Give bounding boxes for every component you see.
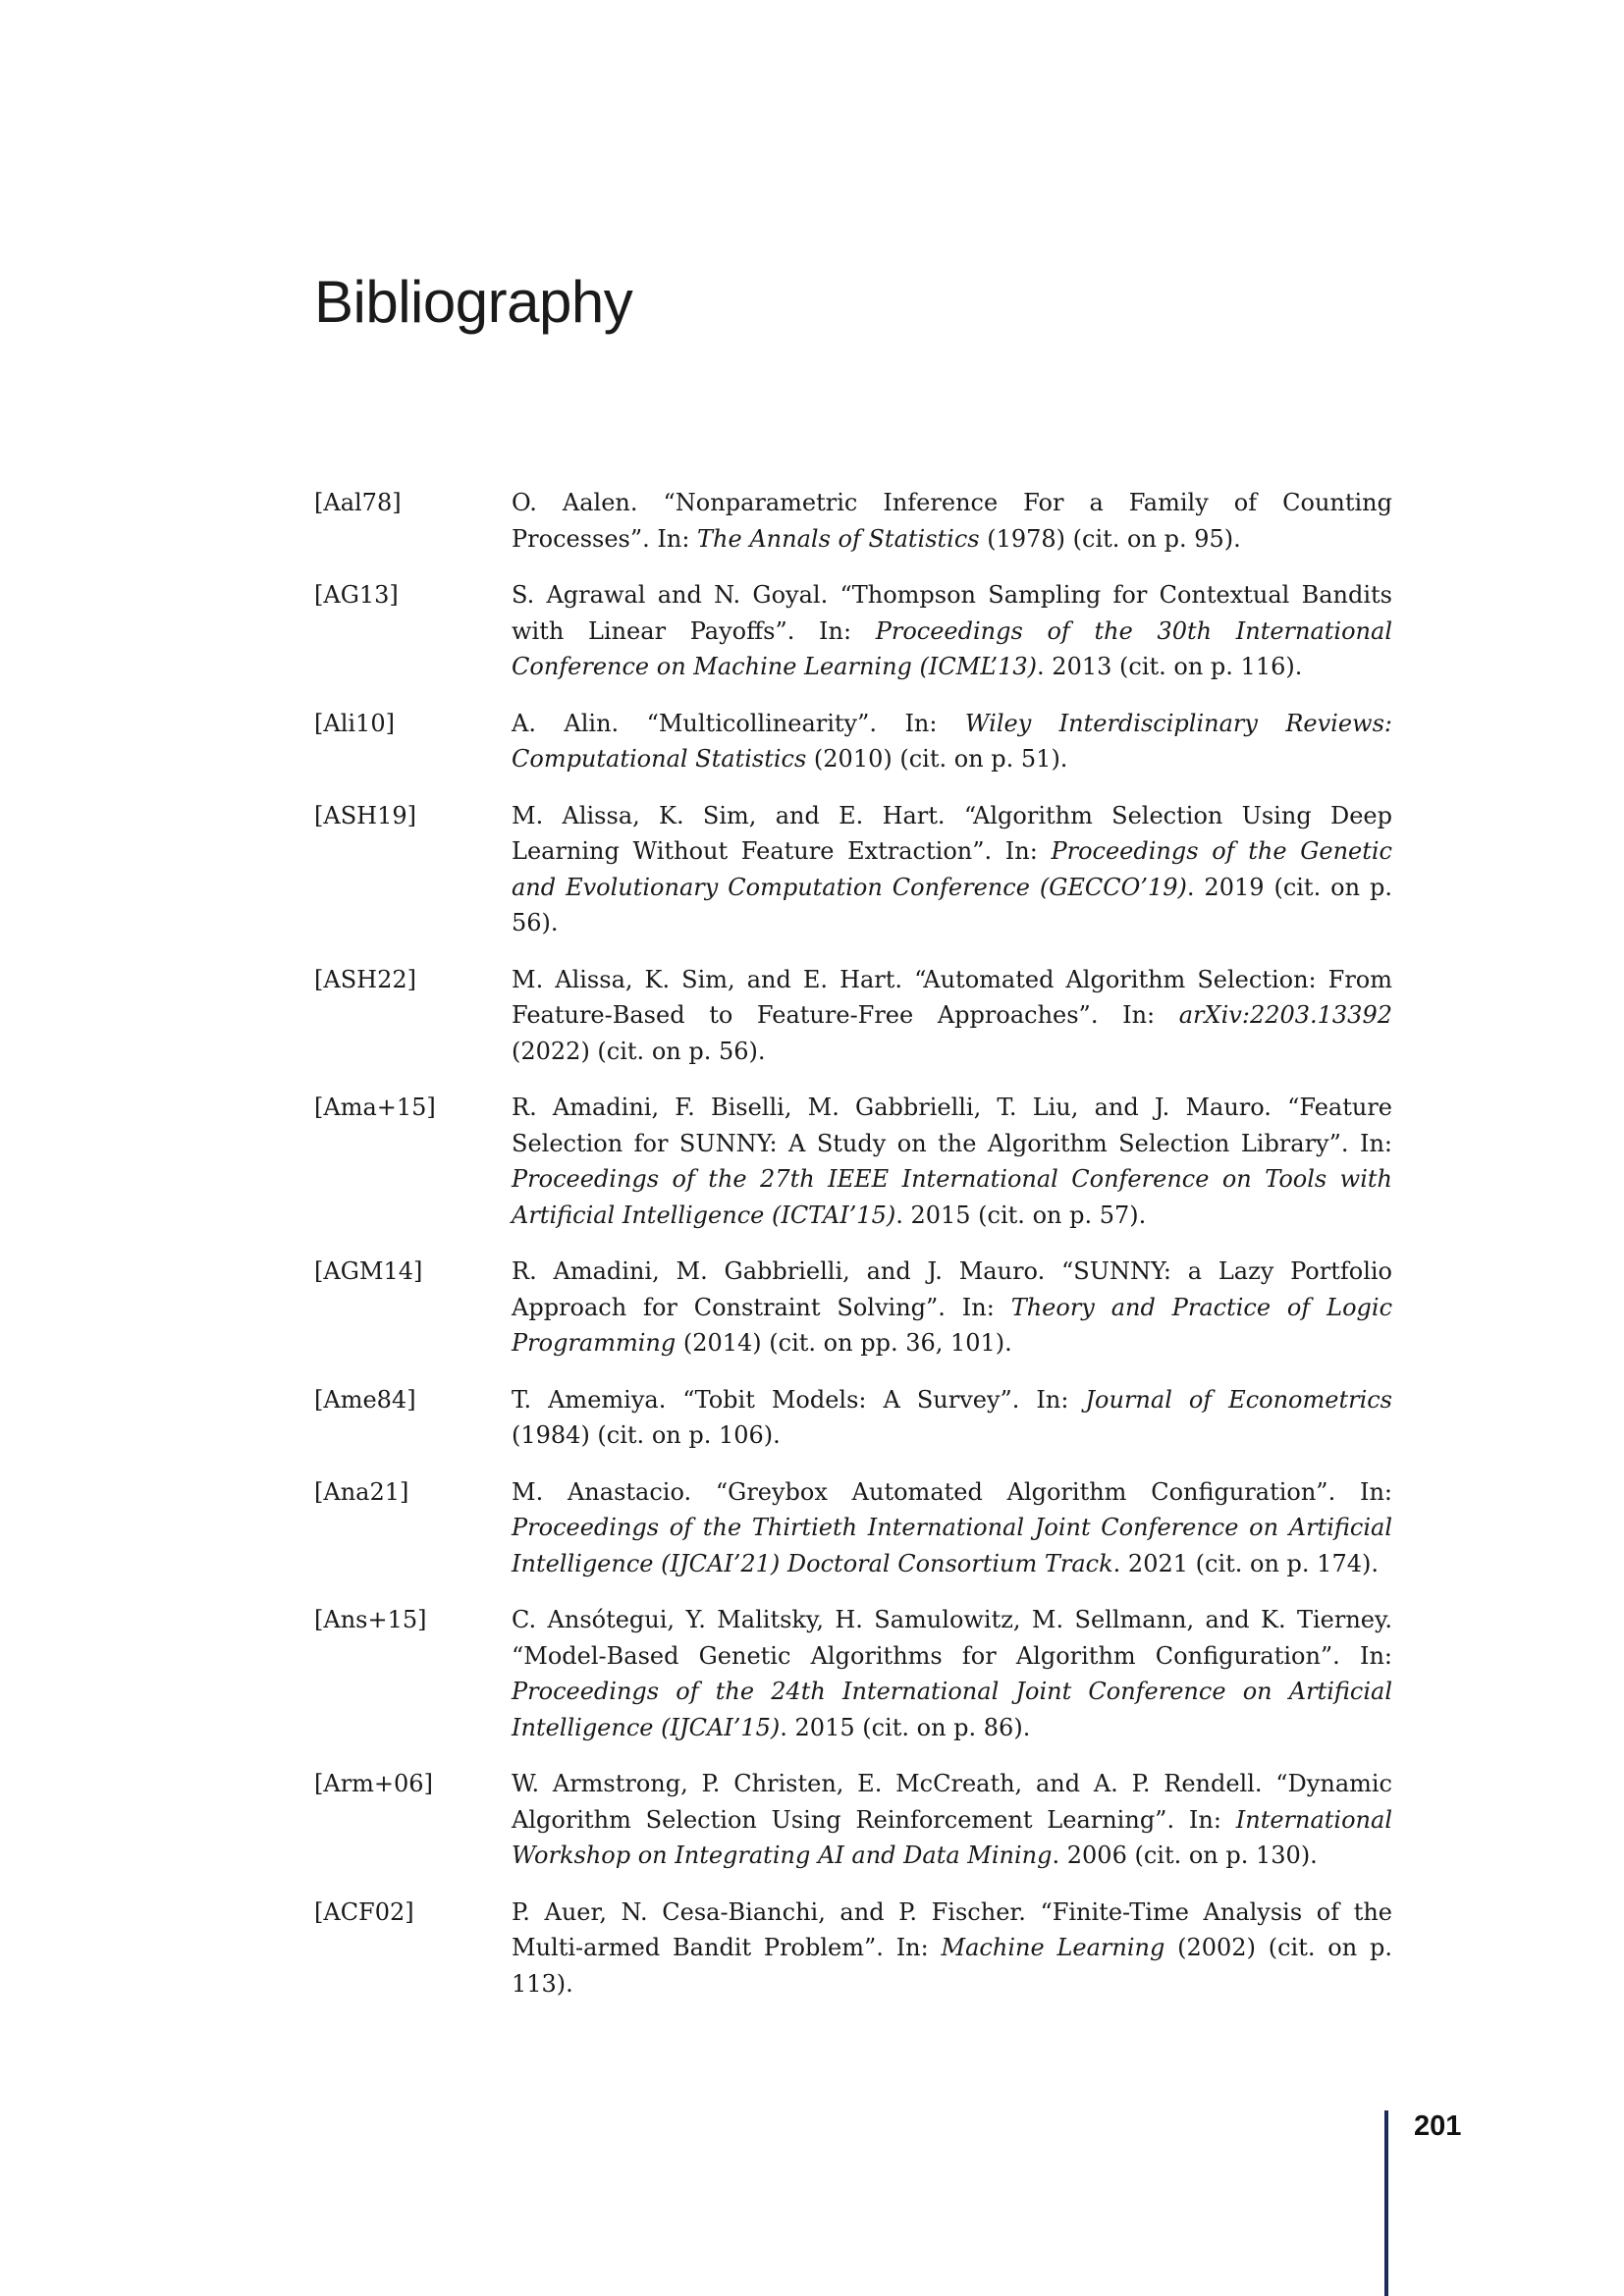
bib-authors-title: P. Auer, N. Cesa-Bianchi, and P. Fischer. “Finite-Time Analysis of the Multi-armed Bandit Problem”. In:	[512, 1897, 1392, 1961]
bib-venue: Machine Learning	[941, 1934, 1165, 1961]
bib-venue: Proceedings of the Thirtieth International Joint Conference on Artificial Intelligence (IJCAI’21) Doctoral Consortium Track	[512, 1514, 1392, 1577]
bib-venue: The Annals of Statistics	[697, 524, 980, 553]
bib-venue: Theory and Practice of Logic Programming	[512, 1293, 1393, 1357]
bib-year-citation: . 2021 (cit. on p. 174).	[1112, 1549, 1379, 1577]
bib-authors-title: M. Anastacio. “Greybox Automated Algorithm Configuration”. In:	[512, 1477, 1392, 1506]
bib-key: [Ame84]	[314, 1385, 416, 1414]
bib-key: [AGM14]	[314, 1257, 423, 1285]
bib-key: [Ama+15]	[314, 1094, 436, 1121]
bib-venue: Wiley Interdisciplinary Reviews: Computational Statistics	[512, 709, 1392, 773]
page-number: 201	[1414, 2110, 1462, 2142]
bib-key: [Ana21]	[314, 1477, 409, 1506]
bib-entry	[314, 485, 1392, 557]
bib-authors-title: M. Alissa, K. Sim, and E. Hart. “Algorithm Selection Using Deep Learning Without Feature Extraction”. In:	[512, 801, 1392, 865]
bib-text	[512, 1254, 1392, 1362]
bib-key: [ASH22]	[314, 965, 416, 993]
bib-key: [Aal78]	[314, 489, 402, 516]
bib-year-citation: . 2015 (cit. on p. 86).	[780, 1713, 1031, 1741]
page-title: Bibliography	[314, 269, 633, 335]
bib-year-citation: (2014) (cit. on pp. 36, 101).	[676, 1329, 1012, 1357]
bib-authors-title: W. Armstrong, P. Christen, E. McCreath, and A. P. Rendell. “Dynamic Algorithm Selection Using Reinforcement Learning”. In:	[512, 1770, 1392, 1834]
bib-year-citation: (1984) (cit. on p. 106).	[512, 1421, 781, 1449]
page-edge-rule	[1384, 2110, 1388, 2296]
bib-venue: arXiv:2203.13392	[1178, 1001, 1392, 1029]
bib-entry	[314, 1895, 1392, 2002]
bib-entry	[314, 962, 1392, 1070]
bib-authors-title: T. Amemiya. “Tobit Models: A Survey”. In:	[512, 1385, 1086, 1414]
bib-key: [AG13]	[314, 581, 399, 609]
bib-authors-title: R. Amadini, M. Gabbrielli, and J. Mauro. “SUNNY: a Lazy Portfolio Approach for Constraint Solving”. In:	[512, 1257, 1392, 1321]
bib-text	[512, 1474, 1392, 1582]
bib-entry	[314, 1090, 1392, 1233]
bib-text	[512, 1895, 1392, 2002]
bib-entry	[314, 1602, 1392, 1745]
bib-entry	[314, 1474, 1392, 1582]
bib-venue: International Workshop on Integrating AI and Data Mining	[512, 1805, 1392, 1869]
bib-text	[512, 1382, 1392, 1454]
bib-authors-title: M. Alissa, K. Sim, and E. Hart. “Automated Algorithm Selection: From Feature-Based to Feature-Free Approaches”. In:	[512, 965, 1392, 1029]
bib-entry	[314, 1766, 1392, 1874]
bib-key: [Ans+15]	[314, 1606, 427, 1633]
bib-text	[512, 485, 1392, 557]
bib-year-citation: . 2019 (cit. on p. 56).	[512, 873, 1392, 936]
bib-text	[512, 798, 1392, 941]
bib-text	[512, 577, 1392, 685]
bib-authors-title: R. Amadini, F. Biselli, M. Gabbrielli, T. Liu, and J. Mauro. “Feature Selection for SUNNY: A Study on the Algorithm Selection Library”. In:	[512, 1094, 1392, 1157]
bibliography-list	[314, 485, 1392, 2022]
bib-venue: Proceedings of the Genetic and Evolutionary Computation Conference (GECCO’19)	[512, 837, 1392, 901]
bib-year-citation: . 2015 (cit. on p. 57).	[895, 1201, 1147, 1229]
bib-year-citation: . 2006 (cit. on p. 130).	[1052, 1842, 1318, 1869]
bib-venue: Journal of Econometrics	[1085, 1385, 1392, 1414]
bib-key: [ASH19]	[314, 801, 416, 829]
bib-entry	[314, 798, 1392, 941]
bib-key: [ACF02]	[314, 1897, 414, 1926]
bib-entry	[314, 1254, 1392, 1362]
bib-key: [Ali10]	[314, 709, 395, 737]
bib-venue: Proceedings of the 24th International Joint Conference on Artificial Intelligence (IJCAI’15)	[512, 1678, 1392, 1741]
bib-authors-title: O. Aalen. “Nonparametric Inference For a Family of Counting Processes”. In:	[512, 489, 1392, 553]
bib-entry	[314, 577, 1392, 685]
bib-year-citation: . 2013 (cit. on p. 116).	[1037, 653, 1303, 680]
bib-text	[512, 1766, 1392, 1874]
bib-year-citation: (1978) (cit. on p. 95).	[979, 524, 1241, 553]
bib-text	[512, 1090, 1392, 1233]
bib-year-citation: (2022) (cit. on p. 56).	[512, 1037, 766, 1065]
bib-year-citation: (2010) (cit. on p. 51).	[806, 745, 1068, 773]
bib-authors-title: A. Alin. “Multicollinearity”. In:	[512, 709, 965, 737]
bib-key: [Arm+06]	[314, 1770, 433, 1797]
bib-entry	[314, 1382, 1392, 1454]
bib-text	[512, 1602, 1392, 1745]
bib-venue: Proceedings of the 30th International Conference on Machine Learning (ICML’13)	[512, 616, 1392, 680]
bib-year-citation: (2002) (cit. on p. 113).	[512, 1934, 1392, 1998]
bib-authors-title: C. Ansótegui, Y. Malitsky, H. Samulowitz, M. Sellmann, and K. Tierney. “Model-Based Genetic Algorithms for Algorithm Configuration”. In:	[512, 1606, 1392, 1670]
bib-text	[512, 962, 1392, 1070]
bib-entry	[314, 706, 1392, 777]
bib-venue: Proceedings of the 27th IEEE International Conference on Tools with Artificial Intelligence (ICTAI’15)	[512, 1165, 1392, 1229]
bib-text	[512, 706, 1392, 777]
bib-authors-title: S. Agrawal and N. Goyal. “Thompson Sampling for Contextual Bandits with Linear Payoffs”. In:	[512, 581, 1392, 645]
